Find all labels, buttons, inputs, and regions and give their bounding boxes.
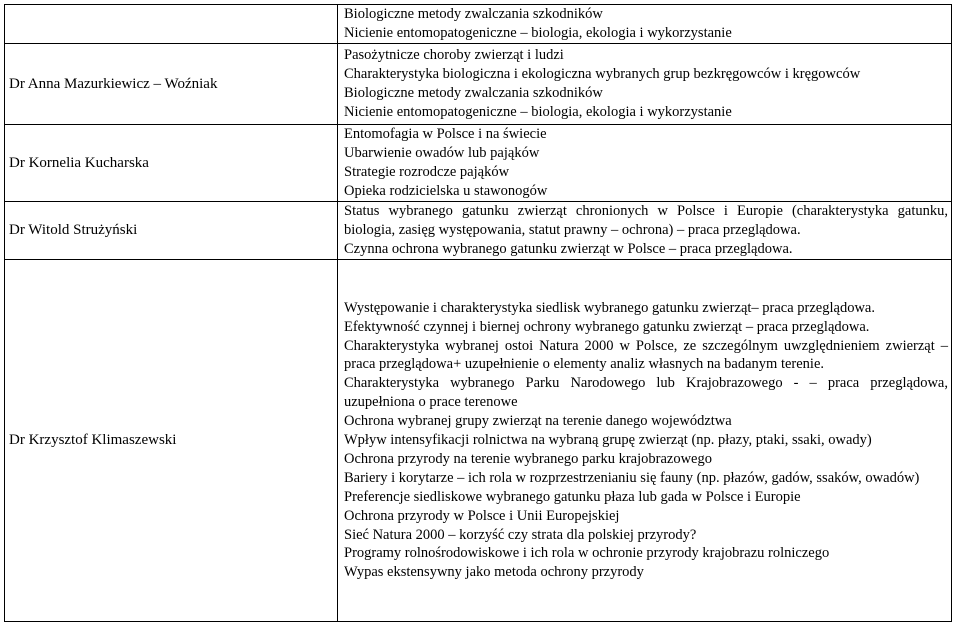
table-row	[5, 125, 952, 202]
topic-item: Charakterystyka biologiczna i ekologiczna wybranych grup bezkręgowców i kręgowców	[344, 66, 861, 83]
topics-cell	[338, 202, 952, 260]
lecturer-cell: Dr Kornelia Kucharska	[5, 125, 338, 202]
table-row	[5, 202, 952, 260]
topic-item: Biologiczne metody zwalczania szkodników	[344, 85, 603, 101]
topic-item: Entomofagia w Polsce i na świecie	[344, 126, 547, 143]
topic-item: Status wybranego gatunku zwierząt chronionych w Polsce i Europie (charakterystyka gatunku, biologia, zasięg występowania, statut prawny – ochrona) – praca przeglądowa.	[344, 203, 948, 239]
topics-table	[4, 4, 952, 622]
topic-item: Ochrona wybranej grupy zwierząt na terenie danego województwa	[344, 413, 732, 430]
topic-item: Czynna ochrona wybranego gatunku zwierząt w Polsce – praca przeglądowa.	[344, 240, 793, 257]
topics-cell	[338, 125, 952, 202]
lecturer-cell: Dr Witold Strużyński	[5, 202, 338, 260]
topic-item: Wypas ekstensywny jako metoda ochrony przyrody	[344, 564, 644, 581]
topic-item: Charakterystyka wybranej ostoi Natura 2000 w Polsce, ze szczególnym uwzględnieniem zwierząt – praca przeglądowa+ uzupełnienie o elementy analiz własnych na badanym terenie.	[344, 337, 948, 373]
topic-item: Nicienie entomopatogeniczne – biologia, ekologia i wykorzystanie	[344, 103, 732, 120]
topic-item: Charakterystyka wybranego Parku Narodowego lub Krajobrazowego - – praca przeglądowa, uzupełniona o prace terenowe	[344, 375, 948, 411]
lecturer-cell: Dr Krzysztof Klimaszewski	[5, 260, 338, 622]
topic-item: Ochrona przyrody na terenie wybranego parku krajobrazowego	[344, 450, 712, 467]
table-row	[5, 44, 952, 125]
lecturer-cell	[5, 5, 338, 44]
topic-item: Wpływ intensyfikacji rolnictwa na wybraną grupę zwierząt (np. płazy, ptaki, ssaki, owady)	[344, 432, 872, 449]
lecturer-cell: Dr Anna Mazurkiewicz – Woźniak	[5, 44, 338, 125]
topics-cell	[338, 44, 952, 125]
topic-item: Programy rolnośrodowiskowe i ich rola w ochronie przyrody krajobrazu rolniczego	[344, 545, 830, 562]
topic-item: Biologiczne metody zwalczania szkodników	[344, 6, 603, 23]
topic-item: Nicienie entomopatogeniczne – biologia, ekologia i wykorzystanie	[344, 25, 732, 41]
topic-item: Preferencje siedliskowe wybranego gatunku płaza lub gada w Polsce i Europie	[344, 488, 801, 505]
topic-item: Bariery i korytarze – ich rola w rozprzestrzenianiu się fauny (np. płazów, gadów, ssaków, owadów)	[344, 469, 920, 486]
topic-item: Ochrona przyrody w Polsce i Unii Europejskiej	[344, 507, 620, 524]
topic-item: Strategie rozrodcze pająków	[344, 164, 510, 180]
topics-cell	[338, 5, 952, 44]
topics-cell	[338, 260, 952, 622]
table-row	[5, 5, 952, 44]
topic-item: Ubarwienie owadów lub pająków	[344, 145, 540, 162]
topic-item: Sieć Natura 2000 – korzyść czy strata dla polskiej przyrody?	[344, 526, 697, 543]
table-row	[5, 260, 952, 622]
topic-item: Opieka rodzicielska u stawonogów	[344, 182, 548, 199]
topic-item: Efektywność czynnej i biernej ochrony wybranego gatunku zwierząt – praca przeglądowa.	[344, 318, 870, 335]
topic-item: Występowanie i charakterystyka siedlisk wybranego gatunku zwierząt– praca przeglądowa.	[344, 299, 875, 316]
topic-item: Pasożytnicze choroby zwierząt i ludzi	[344, 47, 564, 64]
